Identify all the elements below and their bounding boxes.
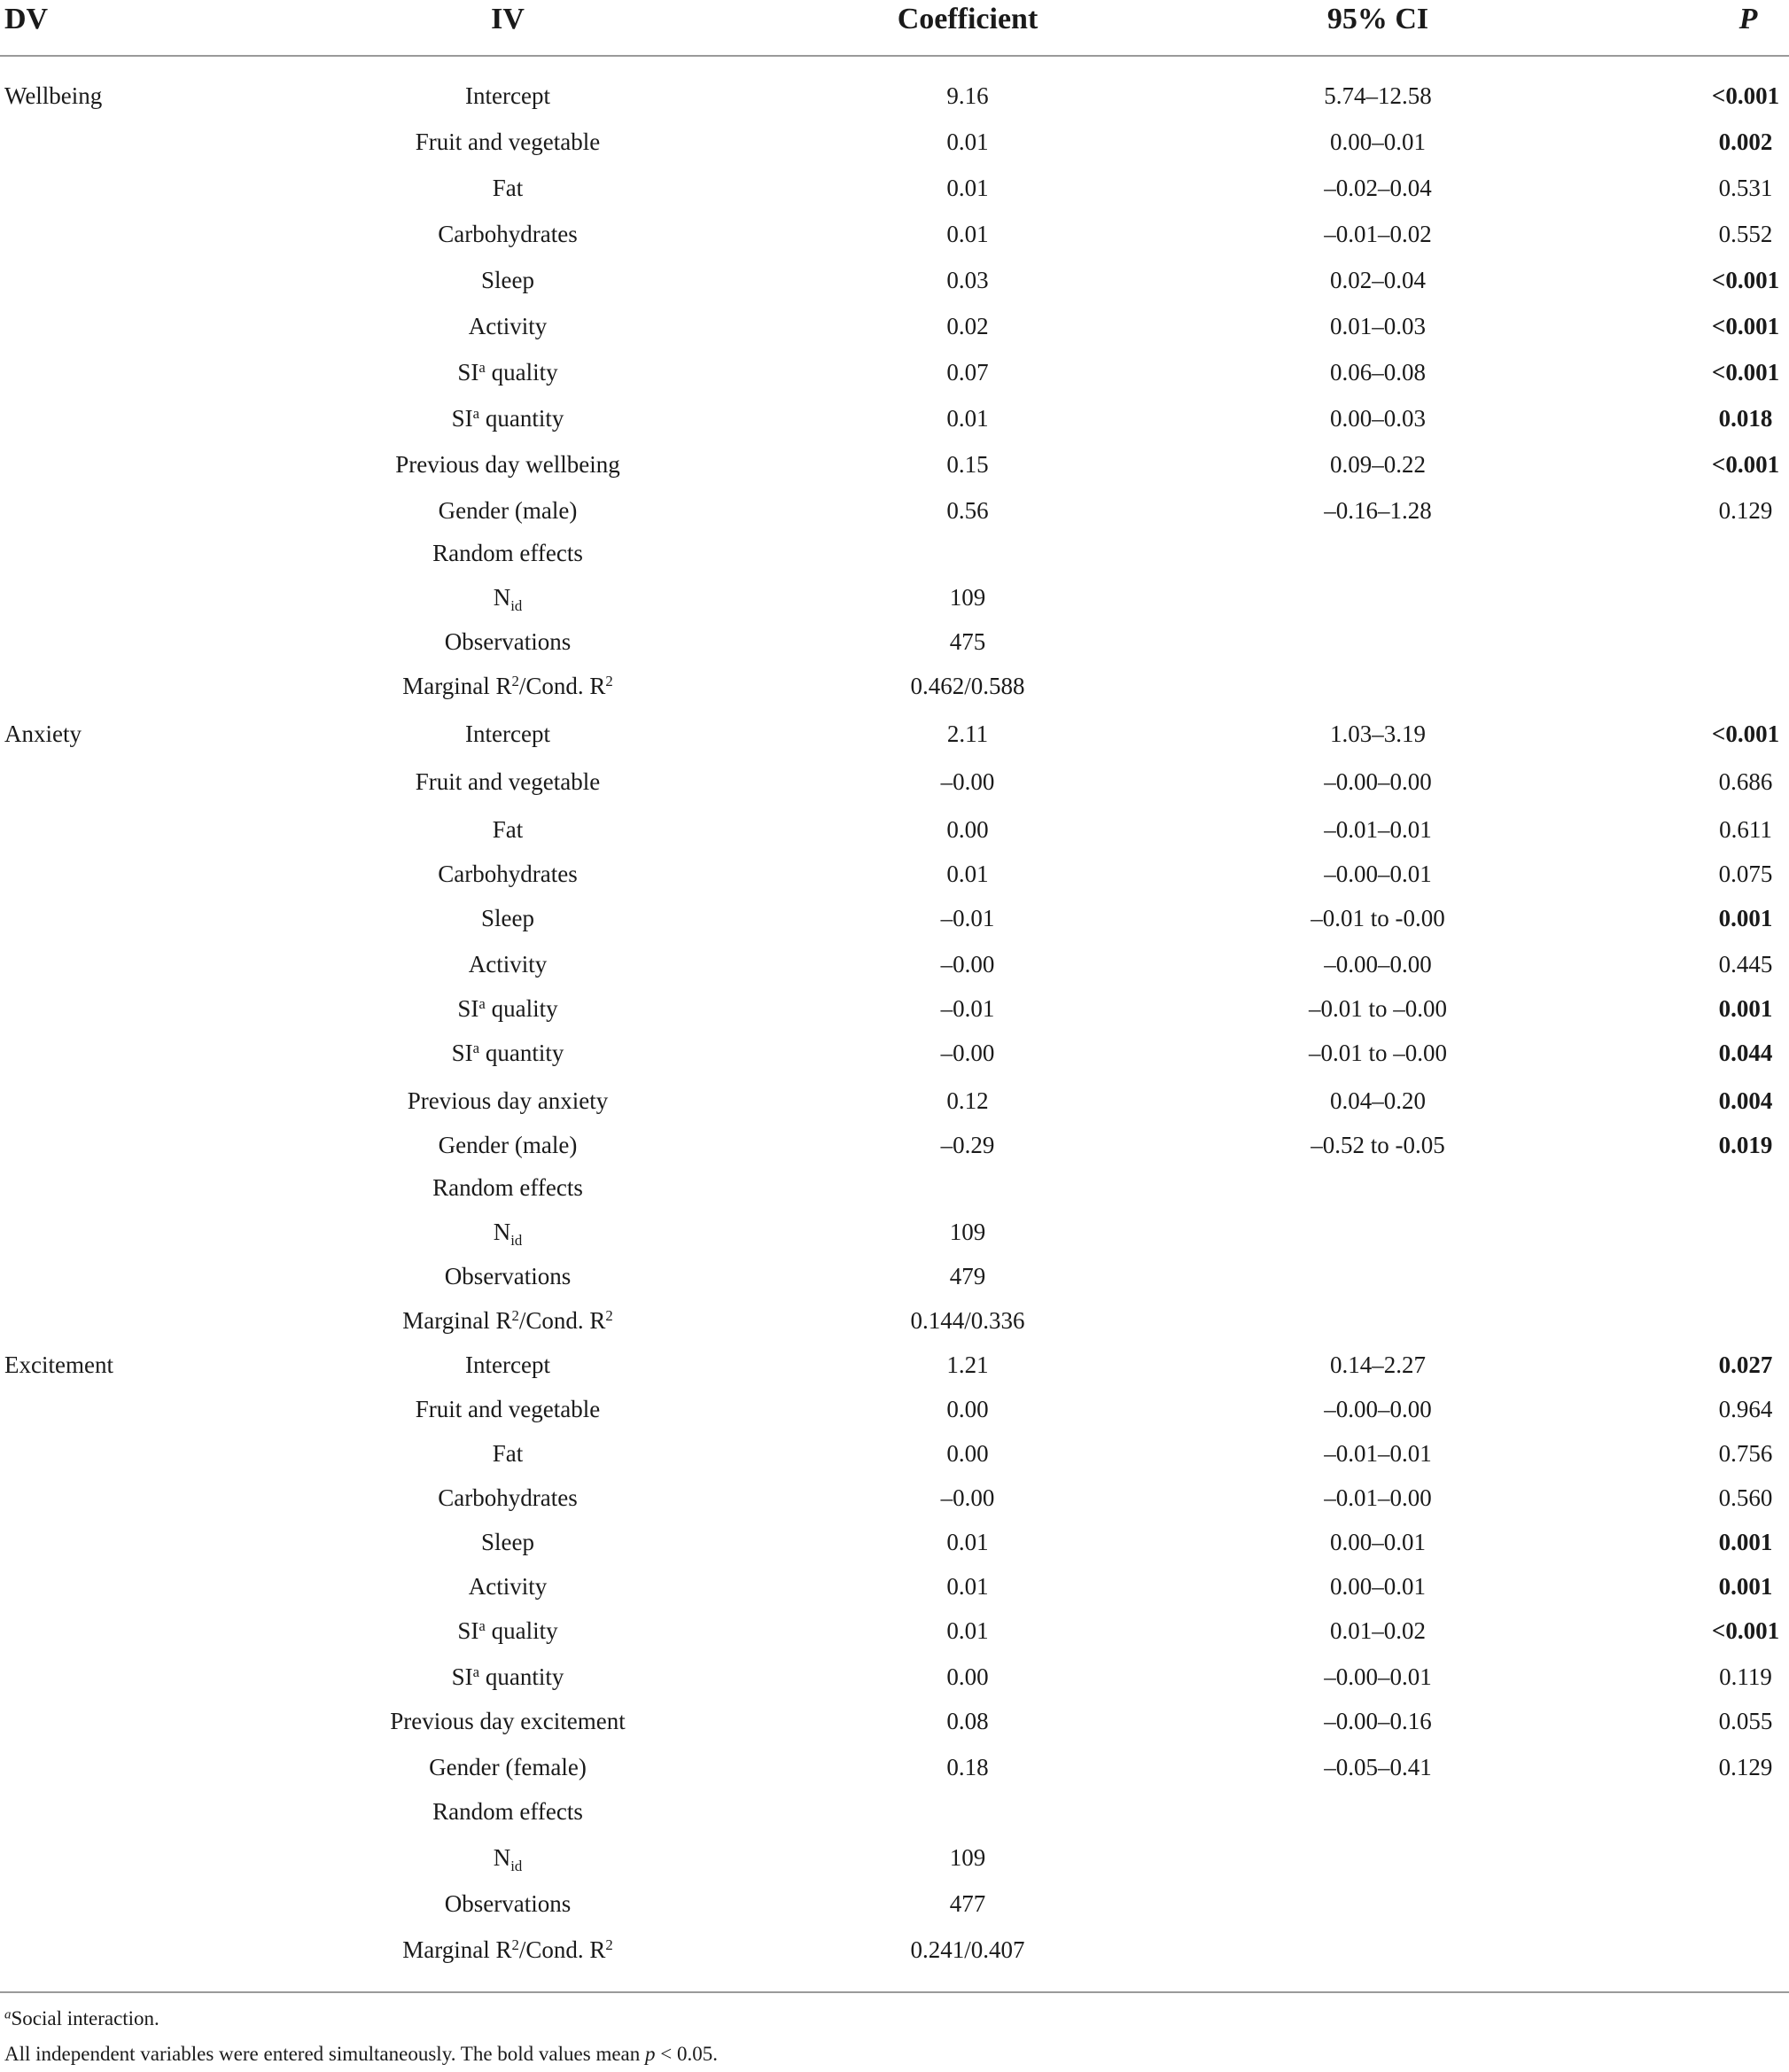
table-row <box>0 124 1789 160</box>
header-p: P <box>1738 3 1758 35</box>
ci-cell: 5.74–12.58 <box>1324 82 1432 109</box>
table-row <box>0 401 1789 436</box>
table-row <box>0 535 1789 571</box>
coefficient-cell: –0.01 <box>940 905 995 931</box>
coefficient-cell: 0.08 <box>946 1708 989 1734</box>
iv-iv-rest: quality <box>485 359 558 386</box>
coefficient-cell: 0.241/0.407 <box>910 1936 1025 1963</box>
iv-iv: Carbohydrates <box>438 221 578 247</box>
coefficient-cell: 0.02 <box>946 313 989 339</box>
ci-cell: 0.02–0.04 <box>1330 267 1426 293</box>
footnote-text-2-end: < 0.05. <box>655 2043 718 2065</box>
ci-cell: –0.00–0.00 <box>1324 768 1432 795</box>
iv-iv-sup2: 2 <box>605 672 613 689</box>
iv-cell <box>481 262 534 298</box>
iv-iv: N <box>493 1844 511 1871</box>
p-value-cell: 0.002 <box>1718 129 1773 155</box>
table-row <box>0 1436 1789 1471</box>
p-value-cell: <0.001 <box>1711 359 1780 386</box>
iv-iv: SI <box>457 359 479 386</box>
table-row <box>0 78 1789 113</box>
table-row <box>0 1035 1789 1071</box>
p-value-cell: 0.075 <box>1718 861 1773 887</box>
iv-cell <box>432 1170 583 1205</box>
coefficient-cell: 0.01 <box>946 1617 989 1644</box>
table-row <box>0 1480 1789 1515</box>
iv-cell <box>416 1391 600 1427</box>
table-row <box>0 812 1789 847</box>
iv-iv: Carbohydrates <box>438 861 578 887</box>
table-row <box>0 764 1789 799</box>
iv-iv: Fruit and vegetable <box>415 768 601 795</box>
iv-iv: Sleep <box>481 267 534 293</box>
iv-cell <box>445 1258 571 1294</box>
iv-iv-sup: 2 <box>511 1306 519 1324</box>
header-coefficient: Coefficient <box>897 3 1038 35</box>
iv-iv-sup: a <box>478 358 486 376</box>
iv-iv-rest: quantity <box>479 1040 564 1066</box>
p-value-cell: 0.001 <box>1718 905 1773 931</box>
dv-label: Wellbeing <box>4 82 103 109</box>
iv-iv-rest: quantity <box>479 1663 564 1690</box>
ci-cell: –0.01–0.02 <box>1324 221 1432 247</box>
coefficient-cell: 0.01 <box>946 1529 989 1555</box>
p-value-cell: 0.445 <box>1718 951 1773 978</box>
iv-cell <box>432 535 583 571</box>
iv-iv: Random effects <box>432 540 583 566</box>
p-value-cell: 0.129 <box>1718 1754 1773 1780</box>
iv-iv: Carbohydrates <box>438 1484 578 1511</box>
iv-iv: Random effects <box>432 1174 583 1201</box>
table-row <box>0 900 1789 936</box>
table-row <box>0 856 1789 892</box>
coefficient-cell: 0.00 <box>946 1663 989 1690</box>
table-footnotes <box>4 2001 718 2072</box>
iv-iv: Sleep <box>481 1529 534 1555</box>
iv-iv: SI <box>451 405 473 432</box>
ci-cell: –0.00–0.00 <box>1324 951 1432 978</box>
ci-cell: 0.01–0.03 <box>1330 313 1426 339</box>
coefficient-cell: 479 <box>949 1263 986 1289</box>
coefficient-cell: 0.18 <box>946 1754 989 1780</box>
iv-iv: Gender (female) <box>429 1754 587 1780</box>
iv-cell <box>390 1703 625 1739</box>
coefficient-cell: 0.01 <box>946 861 989 887</box>
ci-cell: 1.03–3.19 <box>1330 721 1426 747</box>
coefficient-cell: 0.01 <box>946 1573 989 1600</box>
p-value-cell: 0.044 <box>1718 1040 1773 1066</box>
table-row <box>0 447 1789 482</box>
iv-cell <box>494 1214 523 1250</box>
p-value-cell: 0.001 <box>1718 995 1773 1022</box>
ci-cell: –0.01–0.01 <box>1324 816 1432 843</box>
table-row <box>0 1613 1789 1648</box>
table-row <box>0 1524 1789 1560</box>
iv-iv: Intercept <box>465 721 550 747</box>
header-iv: IV <box>491 3 525 35</box>
iv-iv: Activity <box>468 313 548 339</box>
iv-cell <box>494 1840 523 1875</box>
iv-iv: N <box>493 1219 511 1245</box>
coefficient-cell: 0.144/0.336 <box>910 1307 1025 1334</box>
iv-iv-sup: a <box>472 1039 480 1056</box>
table-row <box>0 1703 1789 1739</box>
coefficient-cell: 477 <box>949 1890 986 1917</box>
dv-label: Anxiety <box>4 721 82 747</box>
table-row <box>0 1303 1789 1338</box>
coefficient-cell: 0.01 <box>946 221 989 247</box>
p-value-cell: 0.027 <box>1718 1351 1773 1378</box>
iv-cell <box>429 1749 587 1785</box>
coefficient-cell: –0.00 <box>940 1040 995 1066</box>
iv-cell <box>457 1613 557 1648</box>
p-value-cell: <0.001 <box>1711 451 1780 478</box>
footnote-bold-note <box>4 2037 718 2072</box>
ci-cell: –0.01–0.01 <box>1324 1440 1432 1467</box>
coefficient-cell: 2.11 <box>946 721 989 747</box>
iv-cell <box>432 1794 583 1829</box>
iv-cell <box>402 668 613 704</box>
iv-iv: Fat <box>492 1440 524 1467</box>
table-row <box>0 991 1789 1026</box>
iv-cell <box>439 1127 578 1163</box>
table-row <box>0 580 1789 615</box>
table-row <box>0 1214 1789 1250</box>
coefficient-cell: 109 <box>949 1844 986 1871</box>
iv-iv: Observations <box>444 1890 572 1917</box>
coefficient-cell: 0.01 <box>946 405 989 432</box>
iv-cell <box>457 354 557 390</box>
iv-iv-rest: quality <box>485 995 558 1022</box>
p-value-cell: 0.001 <box>1718 1573 1773 1600</box>
iv-iv-sup: a <box>472 404 480 422</box>
coefficient-cell: –0.01 <box>940 995 995 1022</box>
table-row <box>0 1083 1789 1118</box>
table-row <box>0 1170 1789 1205</box>
ci-cell: 0.14–2.27 <box>1330 1351 1426 1378</box>
table-row <box>0 493 1789 528</box>
iv-iv-rest: quantity <box>479 405 564 432</box>
iv-iv-sup: 2 <box>511 1936 519 1953</box>
iv-cell <box>469 308 548 344</box>
table-row <box>0 1840 1789 1875</box>
iv-iv: Intercept <box>465 1351 550 1378</box>
iv-cell <box>438 1480 577 1515</box>
ci-cell: –0.01 to –0.00 <box>1308 995 1448 1022</box>
iv-iv: Fruit and vegetable <box>415 129 601 155</box>
iv-iv-sup: a <box>472 1663 480 1680</box>
ci-cell: 0.01–0.02 <box>1330 1617 1426 1644</box>
p-value-cell: 0.018 <box>1718 405 1773 432</box>
header-dv: DV <box>4 3 49 35</box>
iv-cell <box>416 764 600 799</box>
iv-iv: Marginal R <box>402 673 512 699</box>
table-row <box>0 716 1789 752</box>
coefficient-cell: 0.00 <box>946 1440 989 1467</box>
iv-cell <box>493 812 524 847</box>
table-row <box>0 1659 1789 1694</box>
iv-iv: Random effects <box>432 1798 583 1825</box>
ci-cell: –0.00–0.01 <box>1324 861 1432 887</box>
ci-cell: 0.09–0.22 <box>1330 451 1426 478</box>
table-row <box>0 216 1789 252</box>
iv-cell <box>395 447 619 482</box>
header-ci: 95% CI <box>1326 3 1429 35</box>
iv-iv: Previous day wellbeing <box>395 451 620 478</box>
p-value-cell: 0.686 <box>1718 768 1773 795</box>
table-row <box>0 1258 1789 1294</box>
iv-cell <box>438 216 577 252</box>
coefficient-cell: 9.16 <box>946 82 989 109</box>
iv-iv: Marginal R <box>402 1307 512 1334</box>
iv-cell <box>465 78 550 113</box>
table-row <box>0 1749 1789 1785</box>
footnote-text-2: All independent variables were entered simultaneously. The bold values mean <box>4 2043 645 2065</box>
dv-label: Excitement <box>4 1351 113 1378</box>
iv-iv-rest: /Cond. R <box>518 1936 606 1963</box>
iv-iv: Fruit and vegetable <box>415 1396 601 1422</box>
ci-cell: –0.05–0.41 <box>1324 1754 1432 1780</box>
ci-cell: –0.16–1.28 <box>1324 497 1432 524</box>
ci-cell: –0.02–0.04 <box>1324 175 1432 201</box>
iv-iv: Gender (male) <box>438 1132 578 1158</box>
iv-cell <box>439 493 578 528</box>
coefficient-cell: –0.00 <box>940 768 995 795</box>
iv-iv: Gender (male) <box>438 497 578 524</box>
coefficient-cell: 1.21 <box>946 1351 989 1378</box>
table-row <box>0 1347 1789 1383</box>
p-value-cell: <0.001 <box>1711 1617 1780 1644</box>
p-value-cell: 0.004 <box>1718 1087 1773 1114</box>
ci-cell: –0.52 to -0.05 <box>1311 1132 1445 1158</box>
coefficient-cell: 109 <box>949 1219 986 1245</box>
iv-iv: SI <box>451 1663 473 1690</box>
iv-cell <box>402 1303 613 1338</box>
iv-cell <box>493 1436 524 1471</box>
iv-cell <box>469 946 548 982</box>
iv-cell <box>402 1932 613 1967</box>
p-value-cell: 0.019 <box>1718 1132 1773 1158</box>
p-value-cell: 0.055 <box>1718 1708 1773 1734</box>
p-value-cell: <0.001 <box>1711 82 1780 109</box>
table-row <box>0 1127 1789 1163</box>
ci-cell: 0.00–0.01 <box>1330 129 1426 155</box>
iv-cell <box>457 991 557 1026</box>
iv-cell <box>465 1347 550 1383</box>
iv-iv-rest: /Cond. R <box>518 673 606 699</box>
ci-cell: –0.00–0.01 <box>1324 1663 1432 1690</box>
iv-iv-sup: a <box>478 1616 486 1634</box>
table-row <box>0 1391 1789 1427</box>
table-row <box>0 624 1789 659</box>
ci-cell: 0.00–0.01 <box>1330 1573 1426 1600</box>
p-value-cell: 0.560 <box>1718 1484 1773 1511</box>
iv-cell <box>469 1569 548 1604</box>
iv-iv: Observations <box>444 628 572 655</box>
iv-cell <box>452 401 564 436</box>
p-value-cell: 0.129 <box>1718 497 1773 524</box>
p-value-cell: 0.756 <box>1718 1440 1773 1467</box>
table-row <box>0 1886 1789 1921</box>
table-row <box>0 1794 1789 1829</box>
iv-iv: SI <box>457 1617 479 1644</box>
iv-cell <box>452 1035 564 1071</box>
iv-iv: Observations <box>444 1263 572 1289</box>
iv-iv-rest: quality <box>485 1617 558 1644</box>
p-value-cell: 0.119 <box>1719 1663 1772 1690</box>
footnote-text-1: Social interaction. <box>11 2007 159 2029</box>
coefficient-cell: 0.00 <box>946 816 989 843</box>
coefficient-cell: –0.00 <box>940 951 995 978</box>
table-row <box>0 1932 1789 1967</box>
table-row <box>0 262 1789 298</box>
header-row <box>0 2 1789 37</box>
iv-iv-sup2: 2 <box>605 1306 613 1324</box>
iv-cell <box>481 1524 534 1560</box>
iv-cell <box>465 716 550 752</box>
p-value-cell: 0.964 <box>1718 1396 1773 1422</box>
coefficient-cell: 0.56 <box>946 497 989 524</box>
table-row <box>0 1569 1789 1604</box>
coefficient-cell: 0.03 <box>946 267 989 293</box>
iv-iv-sup2: 2 <box>605 1936 613 1953</box>
table-row <box>0 946 1789 982</box>
iv-iv: Intercept <box>465 82 550 109</box>
table-row <box>0 354 1789 390</box>
coefficient-cell: –0.29 <box>940 1132 995 1158</box>
iv-cell <box>494 580 523 615</box>
iv-cell <box>416 124 600 160</box>
iv-iv-sup: 2 <box>511 672 519 689</box>
ci-cell: 0.06–0.08 <box>1330 359 1426 386</box>
p-value-cell: <0.001 <box>1711 267 1780 293</box>
iv-iv: Previous day anxiety <box>407 1087 609 1114</box>
iv-iv: Activity <box>468 1573 548 1600</box>
iv-iv: Activity <box>468 951 548 978</box>
coefficient-cell: 109 <box>949 584 986 611</box>
iv-cell <box>445 624 571 659</box>
table-row <box>0 668 1789 704</box>
coefficient-cell: 475 <box>949 628 986 655</box>
iv-cell <box>438 856 577 892</box>
footnote-social-interaction <box>4 2001 718 2037</box>
coefficient-cell: 0.462/0.588 <box>910 673 1025 699</box>
iv-cell <box>493 170 524 206</box>
iv-iv: Marginal R <box>402 1936 512 1963</box>
ci-cell: –0.00–0.16 <box>1324 1708 1432 1734</box>
iv-iv: Fat <box>492 816 524 843</box>
table-row <box>0 170 1789 206</box>
p-value-cell: 0.001 <box>1718 1529 1773 1555</box>
table-row <box>0 308 1789 344</box>
coefficient-cell: 0.07 <box>946 359 989 386</box>
coefficient-cell: 0.00 <box>946 1396 989 1422</box>
iv-cell <box>452 1659 564 1694</box>
iv-iv: Sleep <box>481 905 534 931</box>
coefficient-cell: 0.01 <box>946 129 989 155</box>
iv-cell <box>408 1083 608 1118</box>
p-value-cell: <0.001 <box>1711 721 1780 747</box>
iv-iv: SI <box>457 995 479 1022</box>
iv-iv: Fat <box>492 175 524 201</box>
ci-cell: 0.00–0.01 <box>1330 1529 1426 1555</box>
p-value-cell: 0.552 <box>1718 221 1773 247</box>
ci-cell: –0.01 to –0.00 <box>1308 1040 1448 1066</box>
ci-cell: 0.04–0.20 <box>1330 1087 1426 1114</box>
p-value-cell: 0.531 <box>1718 175 1773 201</box>
iv-iv: Previous day excitement <box>390 1708 626 1734</box>
iv-cell <box>481 900 534 936</box>
coefficient-cell: 0.12 <box>946 1087 989 1114</box>
ci-cell: –0.00–0.00 <box>1324 1396 1432 1422</box>
iv-iv-sub: id <box>510 596 523 614</box>
p-value-cell: 0.611 <box>1719 816 1772 843</box>
footnote-marker: a <box>4 2007 12 2022</box>
ci-cell: –0.01 to -0.00 <box>1311 905 1445 931</box>
coefficient-cell: –0.00 <box>940 1484 995 1511</box>
header-rule <box>0 55 1789 57</box>
bottom-rule <box>0 1991 1789 1993</box>
iv-iv-sub: id <box>510 1231 523 1249</box>
p-value-cell: <0.001 <box>1711 313 1780 339</box>
iv-iv-rest: /Cond. R <box>518 1307 606 1334</box>
iv-iv: SI <box>451 1040 473 1066</box>
iv-cell <box>445 1886 571 1921</box>
iv-iv-sub: id <box>510 1857 523 1874</box>
footnote-p-symbol: p <box>645 2043 656 2065</box>
ci-cell: 0.00–0.03 <box>1330 405 1426 432</box>
ci-cell: –0.01–0.00 <box>1324 1484 1432 1511</box>
coefficient-cell: 0.01 <box>946 175 989 201</box>
iv-iv: N <box>493 584 511 611</box>
iv-iv-sup: a <box>478 994 486 1012</box>
coefficient-cell: 0.15 <box>946 451 989 478</box>
